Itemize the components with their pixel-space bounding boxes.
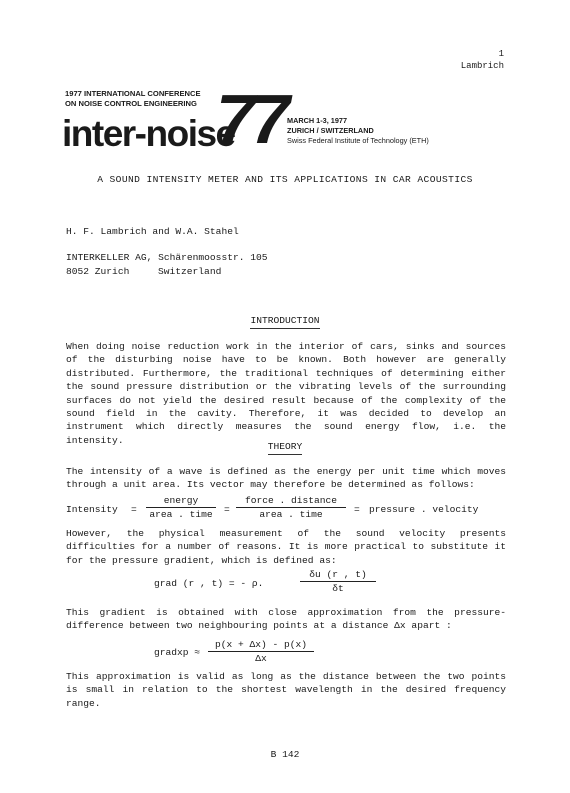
conference-year: 77 — [216, 80, 286, 158]
theory-paragraph-1: The intensity of a wave is defined as the energy per unit time which moves through a unit area. Its vector may therefore be determined as follows: — [66, 466, 506, 491]
affiliation-city: 8052 Zurich — [66, 266, 130, 277]
author-short: Lambrich — [460, 61, 504, 71]
eq3-lhs: gradxp ≈ — [154, 647, 201, 658]
conference-location: ZURICH / SWITZERLAND — [287, 125, 374, 135]
eq1-equals-2: = — [224, 504, 230, 515]
eq1-fraction-energy — [146, 494, 216, 522]
eq1-rhs: pressure . velocity — [369, 504, 479, 515]
conference-details — [287, 116, 429, 145]
eq3-numerator: p(x + Δx) - p(x) — [208, 638, 314, 652]
paper-title: A SOUND INTENSITY METER AND ITS APPLICATIONS IN CAR ACOUSTICS — [97, 174, 473, 185]
conference-dates: MARCH 1-3, 1977 — [287, 116, 348, 125]
page-number: 1 — [498, 49, 504, 59]
conference-line-2: ON NOISE CONTROL ENGINEERING — [65, 98, 197, 108]
theory-paragraph-2: However, the physical measurement of the sound velocity presents difficulties for a number of reasons. It is more practical to substitute it for the pressure gradient, which is defined as: — [66, 528, 506, 566]
eq1-f1-numerator: energy — [146, 494, 216, 508]
page-footer: B 142 — [270, 749, 300, 760]
authors: H. F. Lambrich and W.A. Stahel — [66, 226, 239, 237]
eq1-f2-numerator: force . distance — [236, 494, 346, 508]
eq2-fraction — [300, 568, 376, 596]
eq1-fraction-force — [236, 494, 346, 522]
conference-institute: Swiss Federal Institute of Technology (ETH) — [287, 135, 429, 145]
theory-heading — [0, 440, 570, 455]
eq1-equals-3: = — [354, 504, 360, 515]
eq1-label: Intensity — [66, 504, 118, 515]
theory-heading-text: THEORY — [268, 440, 303, 455]
conference-logo: inter-noise — [62, 113, 235, 154]
introduction-heading-text: INTRODUCTION — [250, 314, 319, 329]
introduction-heading — [0, 314, 570, 329]
eq2-numerator: δu (r , t) — [300, 568, 376, 582]
affiliation-line-1: INTERKELLER AG, Schärenmoosstr. 105 — [66, 252, 268, 263]
eq1-f1-denominator: area . time — [149, 509, 213, 521]
affiliation-country: Switzerland — [158, 266, 222, 277]
eq1-equals: = — [131, 504, 137, 515]
conference-name — [65, 89, 201, 108]
theory-paragraph-4: This approximation is valid as long as the distance between the two points is small in relation to the shortest wavelength in the desired frequency range. — [66, 671, 506, 709]
introduction-paragraph: When doing noise reduction work in the interior of cars, sinks and sources of the disturbing noise have to be known. Both however are generally distributed. Furthermore, the traditional techniques of determining either the sound pressure distribution or the vibrating levels of the surrounding surfaces do not yield the desired result because of the complexity of the sound field in the cavity. Therefore, it was decided to develop an instrument which directly measures the sound energy flow, i.e. the intensity. — [66, 341, 506, 446]
eq2-lhs: grad (r , t) = - ρ. — [154, 578, 264, 589]
eq1-f2-denominator: area . time — [259, 509, 323, 521]
eq3-denominator: Δx — [255, 653, 267, 665]
page-header — [461, 48, 504, 72]
eq2-denominator: δt — [332, 583, 344, 595]
theory-paragraph-3: This gradient is obtained with close approximation from the pressure-difference between two neighbouring points at a distance Δx apart : — [66, 607, 506, 632]
conference-line-1: 1977 INTERNATIONAL CONFERENCE — [65, 89, 201, 98]
eq3-fraction — [208, 638, 314, 666]
